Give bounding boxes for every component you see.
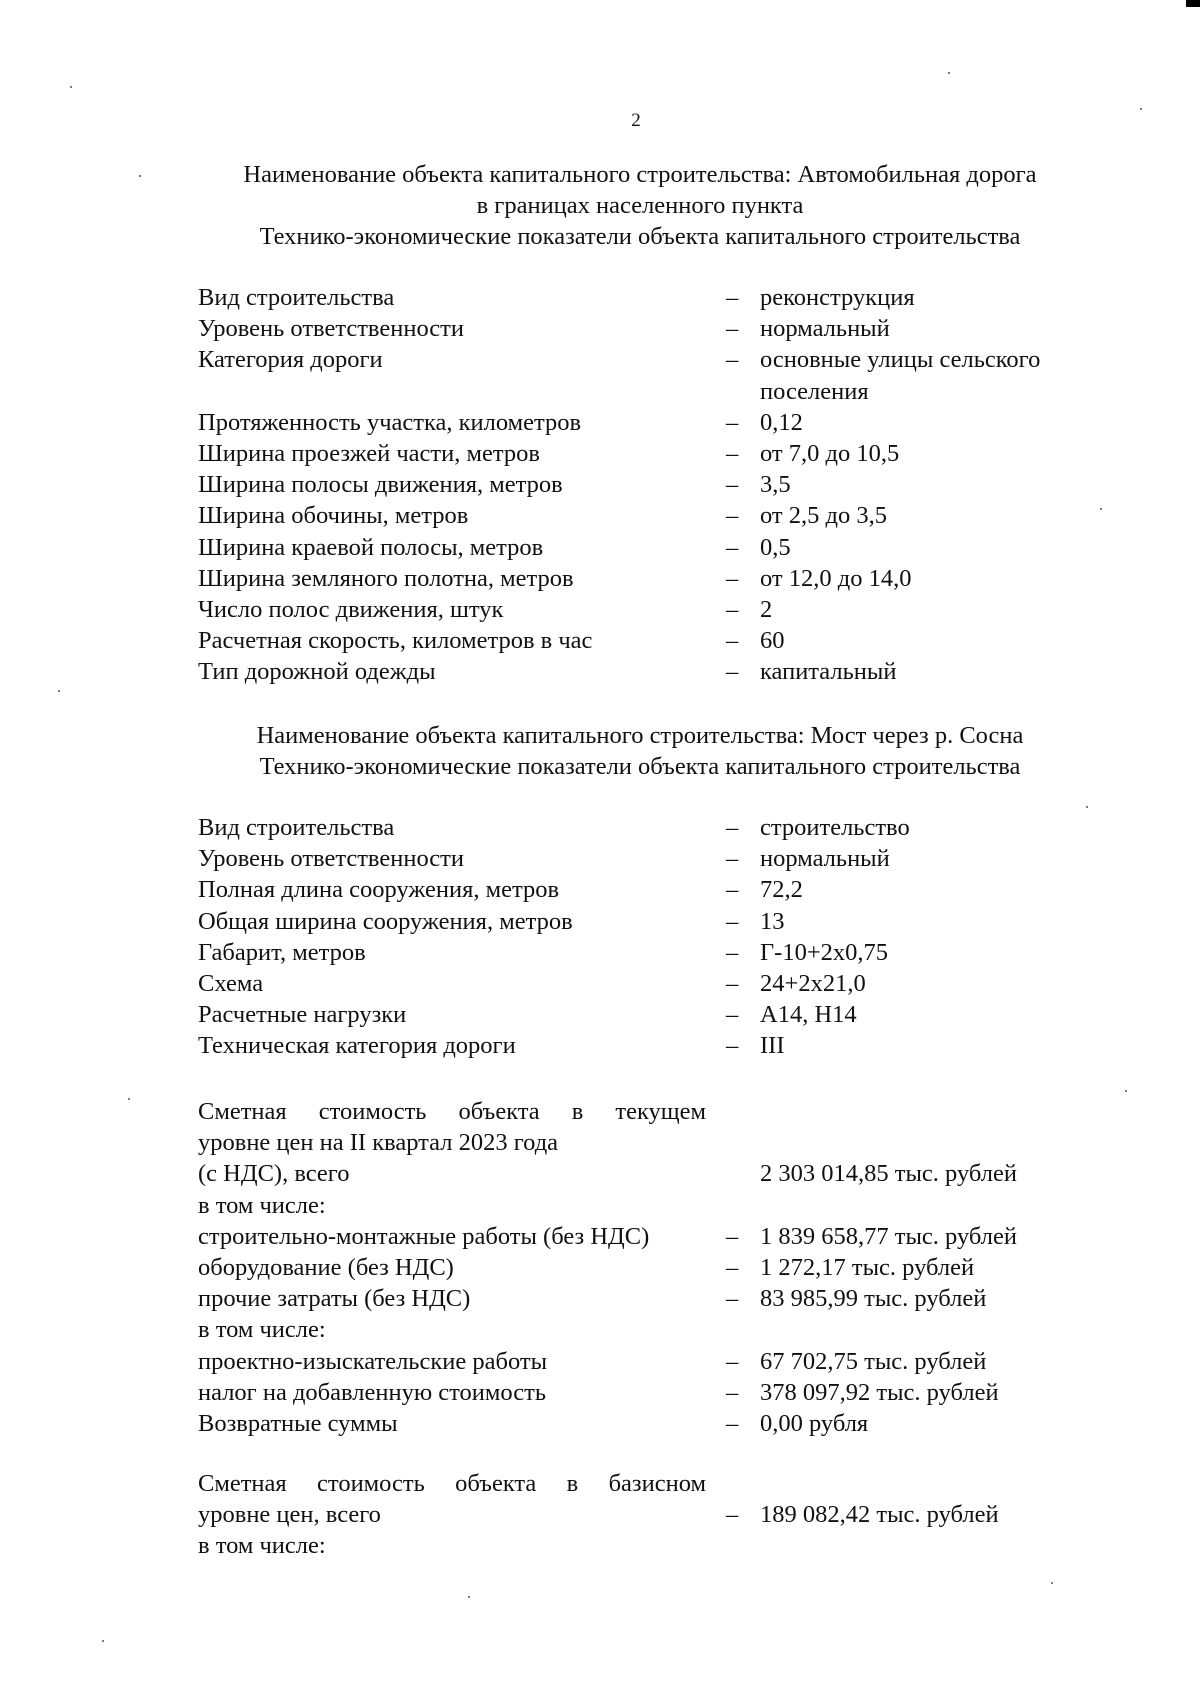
page-number: 2 xyxy=(631,110,641,131)
scan-speck xyxy=(1100,508,1102,510)
current-cost-row xyxy=(198,1314,1098,1345)
current-cost-label: налог на добавленную стоимость xyxy=(198,1378,547,1406)
road-indicator-row xyxy=(198,438,1098,469)
current-cost-label: уровне цен на II квартал 2023 года xyxy=(198,1129,559,1157)
current-cost-label: проектно-изыскательские работы xyxy=(198,1347,548,1375)
scan-speck xyxy=(128,1098,130,1100)
scan-speck xyxy=(948,72,950,74)
bridge-indicator-dash: – xyxy=(726,907,739,935)
current-cost-value: 2 303 014,85 тыс. рублей xyxy=(760,1160,1017,1188)
bridge-indicator-row xyxy=(198,906,1098,937)
bridge-indicator-label: Техническая категория дороги xyxy=(198,1032,516,1060)
bridge-indicator-row xyxy=(198,968,1098,999)
base-cost-row xyxy=(198,1499,1098,1530)
road-indicator-label: Ширина проезжей части, метров xyxy=(198,439,540,467)
bridge-indicator-dash: – xyxy=(726,814,739,841)
current-cost-row xyxy=(198,1221,1098,1252)
road-indicator-dash: – xyxy=(726,408,739,436)
road-indicator-dash: – xyxy=(726,533,739,561)
bridge-indicator-value: III xyxy=(760,1032,785,1060)
road-indicator-row xyxy=(198,376,1098,407)
road-indicator-value: капитальный xyxy=(760,658,897,686)
scan-speck xyxy=(468,1596,470,1598)
current-cost-value: 1 272,17 тыс. рублей xyxy=(760,1253,975,1281)
road-indicator-dash: – xyxy=(726,627,739,655)
road-indicator-value: поселения xyxy=(760,377,869,405)
current-cost-value: 0,00 рубля xyxy=(760,1409,869,1437)
bridge-indicator-value: строительство xyxy=(760,814,910,841)
current-cost-label: оборудование (без НДС) xyxy=(198,1253,454,1281)
current-cost-label: (с НДС), всего xyxy=(198,1160,350,1188)
current-cost-label: в том числе: xyxy=(198,1316,326,1344)
road-indicator-value: 0,5 xyxy=(760,533,791,561)
base-cost-row xyxy=(198,1468,1098,1499)
base-cost-dash: – xyxy=(726,1501,739,1529)
bridge-indicator-label: Схема xyxy=(198,969,264,997)
bridge-indicator-row xyxy=(198,1030,1098,1061)
current-cost-label: в том числе: xyxy=(198,1191,326,1219)
road-indicator-label: Ширина краевой полосы, метров xyxy=(198,533,544,561)
scan-speck xyxy=(1140,108,1142,110)
current-cost-row xyxy=(198,1377,1098,1408)
current-cost-row xyxy=(198,1283,1098,1314)
bridge-indicators xyxy=(198,812,1098,1062)
road-indicator-dash: – xyxy=(726,471,739,499)
bridge-indicator-value: Г-10+2х0,75 xyxy=(760,938,889,966)
bridge-heading-line: Наименование объекта капитального строительства: Мост через р. Сосна xyxy=(256,722,1024,749)
scan-speck xyxy=(1086,806,1088,808)
base-cost-row xyxy=(198,1530,1098,1561)
current-cost-dash: – xyxy=(726,1253,739,1281)
base-cost-value: 189 082,42 тыс. рублей xyxy=(760,1501,999,1529)
current-cost-row xyxy=(198,1158,1098,1189)
current-cost-label: строительно-монтажные работы (без НДС) xyxy=(198,1222,650,1250)
road-heading-line: Технико-экономические показатели объекта капитального строительства xyxy=(259,223,1021,250)
current-cost-dash: – xyxy=(726,1285,739,1313)
road-indicator-row xyxy=(198,563,1098,594)
bridge-indicator-row xyxy=(198,812,1098,843)
road-indicator-value: основные улицы сельского xyxy=(760,346,1041,374)
current-cost-value: 67 702,75 тыс. рублей xyxy=(760,1347,987,1375)
road-indicator-row xyxy=(198,282,1098,313)
road-indicator-row xyxy=(198,469,1098,500)
road-heading-line: в границах населенного пункта xyxy=(476,192,804,219)
current-cost-label: Возвратные суммы xyxy=(198,1409,398,1437)
road-indicator-dash: – xyxy=(726,346,739,374)
base-cost-label: уровне цен, всего xyxy=(198,1501,381,1529)
bridge-indicator-dash: – xyxy=(726,1032,739,1060)
road-indicator-label: Категория дороги xyxy=(198,346,383,374)
road-indicator-value: от 12,0 до 14,0 xyxy=(760,564,912,592)
current-cost-label: прочие затраты (без НДС) xyxy=(198,1285,471,1313)
road-indicator-value: от 2,5 до 3,5 xyxy=(760,502,887,530)
bridge-indicator-label: Уровень ответственности xyxy=(198,845,464,873)
scan-speck xyxy=(1125,1090,1127,1092)
bridge-indicator-row xyxy=(198,874,1098,905)
current-cost-dash: – xyxy=(726,1347,739,1375)
bridge-indicator-row xyxy=(198,843,1098,874)
current-cost-row xyxy=(198,1190,1098,1221)
road-heading-line: Наименование объекта капитального строительства: Автомобильная дорога xyxy=(243,161,1037,188)
road-indicators xyxy=(198,282,1098,687)
road-indicator-value: 2 xyxy=(760,595,773,623)
scan-speck xyxy=(139,175,141,177)
bridge-indicator-dash: – xyxy=(726,1001,739,1029)
road-indicator-dash: – xyxy=(726,439,739,467)
road-indicator-row xyxy=(198,656,1098,687)
current-cost-row xyxy=(198,1096,1098,1127)
bridge-indicator-value: А14, Н14 xyxy=(760,1001,857,1029)
road-indicator-row xyxy=(198,313,1098,344)
current-cost-dash: – xyxy=(726,1222,739,1250)
road-indicator-value: от 7,0 до 10,5 xyxy=(760,439,900,467)
current-cost-value: 1 839 658,77 тыс. рублей xyxy=(760,1222,1017,1250)
bridge-indicator-label: Общая ширина сооружения, метров xyxy=(198,907,573,935)
scan-speck xyxy=(58,690,60,692)
bridge-indicator-dash: – xyxy=(726,938,739,966)
bridge-heading-line: Технико-экономические показатели объекта капитального строительства xyxy=(259,753,1021,780)
road-indicator-dash: – xyxy=(726,315,739,343)
current-cost-value: 83 985,99 тыс. рублей xyxy=(760,1285,987,1313)
current-cost-row xyxy=(198,1127,1098,1158)
road-indicator-label: Ширина обочины, метров xyxy=(198,502,469,530)
scan-speck xyxy=(102,1640,104,1642)
road-indicator-dash: – xyxy=(726,284,739,311)
bridge-indicator-row xyxy=(198,999,1098,1030)
bridge-indicator-value: 24+2х21,0 xyxy=(760,969,866,997)
base-cost-section xyxy=(198,1468,1098,1562)
current-cost-row xyxy=(198,1252,1098,1283)
current-cost-label: Сметная стоимость объекта в текущем xyxy=(198,1098,706,1125)
bridge-heading xyxy=(140,720,1140,782)
bridge-indicator-label: Расчетные нагрузки xyxy=(198,1001,407,1029)
current-cost-row xyxy=(198,1408,1098,1439)
road-indicator-row xyxy=(198,344,1098,375)
bridge-indicator-value: 13 xyxy=(760,907,785,935)
scan-speck xyxy=(70,86,72,88)
current-cost-dash: – xyxy=(726,1378,739,1406)
road-indicator-row xyxy=(198,594,1098,625)
bridge-indicator-dash: – xyxy=(726,876,739,904)
road-indicator-row xyxy=(198,500,1098,531)
current-cost-dash: – xyxy=(726,1409,739,1437)
road-indicator-label: Вид строительства xyxy=(198,284,395,311)
base-cost-label: Сметная стоимость объекта в базисном xyxy=(198,1470,706,1497)
current-cost-row xyxy=(198,1346,1098,1377)
road-indicator-label: Ширина земляного полотна, метров xyxy=(198,564,574,592)
road-indicator-value: 60 xyxy=(760,627,785,655)
road-indicator-label: Ширина полосы движения, метров xyxy=(198,471,563,499)
base-cost-label: в том числе: xyxy=(198,1532,326,1560)
road-indicator-dash: – xyxy=(726,595,739,623)
road-indicator-value: 0,12 xyxy=(760,408,803,436)
current-cost-value: 378 097,92 тыс. рублей xyxy=(760,1378,999,1406)
road-indicator-row xyxy=(198,532,1098,563)
road-indicator-label: Число полос движения, штук xyxy=(198,595,504,623)
road-indicator-label: Протяженность участка, километров xyxy=(198,408,582,436)
road-indicator-label: Уровень ответственности xyxy=(198,315,464,343)
scan-corner-mark xyxy=(1186,0,1200,7)
current-cost-section xyxy=(198,1096,1098,1439)
road-indicator-dash: – xyxy=(726,658,739,686)
road-indicator-dash: – xyxy=(726,502,739,530)
bridge-indicator-label: Вид строительства xyxy=(198,814,395,841)
road-heading xyxy=(140,159,1140,252)
road-indicator-row xyxy=(198,625,1098,656)
road-indicator-label: Тип дорожной одежды xyxy=(198,658,436,686)
road-indicator-dash: – xyxy=(726,564,739,592)
road-indicator-label: Расчетная скорость, километров в час xyxy=(198,627,593,655)
bridge-indicator-value: нормальный xyxy=(760,845,890,873)
scan-speck xyxy=(1051,1582,1053,1584)
road-indicator-row xyxy=(198,407,1098,438)
bridge-indicator-dash: – xyxy=(726,969,739,997)
bridge-indicator-label: Габарит, метров xyxy=(198,938,366,966)
bridge-indicator-dash: – xyxy=(726,845,739,873)
bridge-indicator-label: Полная длина сооружения, метров xyxy=(198,876,560,904)
road-indicator-value: 3,5 xyxy=(760,471,791,499)
bridge-indicator-row xyxy=(198,937,1098,968)
road-indicator-value: нормальный xyxy=(760,315,890,343)
bridge-indicator-value: 72,2 xyxy=(760,876,803,904)
road-indicator-value: реконструкция xyxy=(760,284,915,311)
